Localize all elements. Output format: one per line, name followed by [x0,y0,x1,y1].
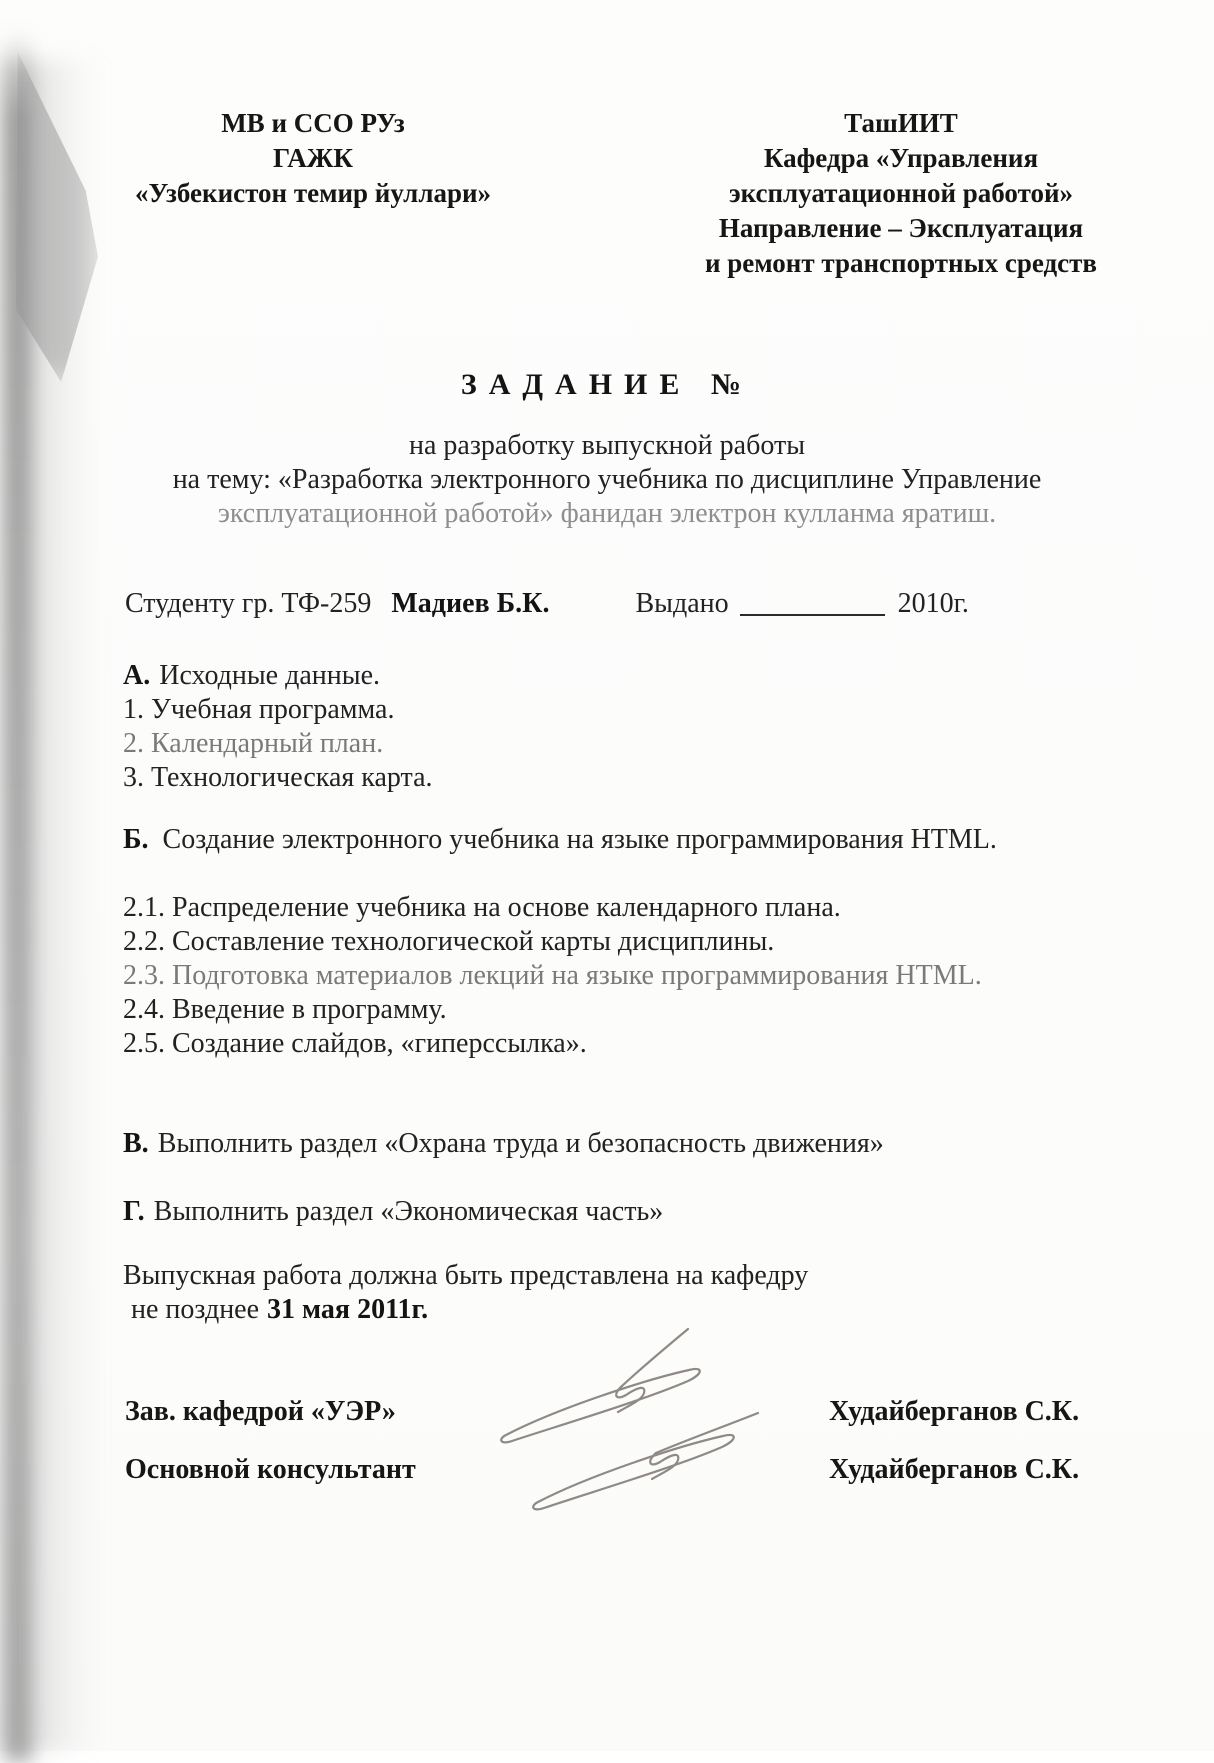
deadline-prefix: не позднее [131,1294,260,1325]
letterhead [0,0,1214,281]
section-a-item: 3. Технологическая карта. [123,762,433,793]
section-g-text: Выполнить раздел «Экономическая часть» [153,1196,664,1227]
section-b-item-faded: 2.3. Подготовка материалов лекций на языке программирования HTML. [123,960,982,991]
org-left-block [110,106,516,281]
deadline-date: 31 мая 2011г. [267,1294,429,1325]
org-left-line: ГАЖК [272,143,353,173]
student-group-label: Студенту гр. ТФ-259 [125,588,372,619]
subtitle-line: на тему: «Разработка электронного учебника по дисциплине Управление [172,464,1042,495]
signature-role-label: Основной консультант [125,1454,416,1485]
org-right-line: и ремонт транспортных средств [704,248,1098,278]
signature-person-name: Худайберганов С.К. [829,1396,1080,1427]
section-g [0,1195,1214,1229]
org-right-line: ТашИИТ [844,108,958,138]
issued-label: Выдано [635,588,729,619]
section-a-item-faded: 2. Календарный план. [123,728,384,759]
section-a-heading [123,659,1214,693]
section-b-item: 2.1. Распределение учебника на основе календарного плана. [123,892,841,923]
section-b-heading-text: Создание электронного учебника на языке программирования HTML. [162,824,997,855]
student-issue-row [0,587,1214,621]
section-v [0,1127,1214,1161]
section-a-item: 1. Учебная программа. [123,694,395,725]
section-v-text: Выполнить раздел «Охрана труда и безопасность движения» [157,1128,884,1159]
document-title: ЗАДАНИЕ № [460,368,754,401]
signature-role-label: Зав. кафедрой «УЭР» [125,1396,396,1427]
issued-year: 2010г. [897,588,969,619]
section-b-item: 2.4. Введение в программу. [123,994,447,1025]
org-right-line: Кафедра «Управления [763,143,1039,173]
org-right-block [692,106,1110,281]
section-g-letter: Г. [123,1196,145,1227]
section-b-heading [0,823,1214,857]
section-b-letter: Б. [123,824,149,855]
section-b-item: 2.2. Составление технологической карты дисциплины. [123,926,775,957]
org-right-line: эксплуатационной работой» [728,178,1074,208]
org-left-line: МВ и ССО РУз [221,108,405,138]
deadline-line: Выпускная работа должна быть представлена на кафедру [123,1260,809,1291]
handwritten-signature [492,1325,782,1521]
section-b-items [0,891,1214,1061]
org-left-line: «Узбекистон темир йуллари» [134,178,492,208]
issued-date-blank [740,614,885,616]
subtitle-line-faded: эксплуатационной работой» фанидан электрон кулланма яратиш. [217,498,997,529]
document-subtitle [0,429,1214,531]
signature-person-name: Худайберганов С.К. [829,1454,1080,1485]
section-a-heading-text: Исходные данные. [159,660,380,691]
deadline-line [123,1293,1214,1327]
subtitle-line: на разработку выпускной работы [408,430,806,461]
section-v-letter: В. [123,1128,149,1159]
section-a [0,659,1214,795]
section-a-letter: А. [123,660,151,691]
student-name: Мадиев Б.К. [391,588,550,619]
deadline-paragraph [0,1259,1214,1327]
org-right-line: Направление – Эксплуатация [718,213,1084,243]
section-b-item: 2.5. Создание слайдов, «гиперссылка». [123,1028,587,1059]
